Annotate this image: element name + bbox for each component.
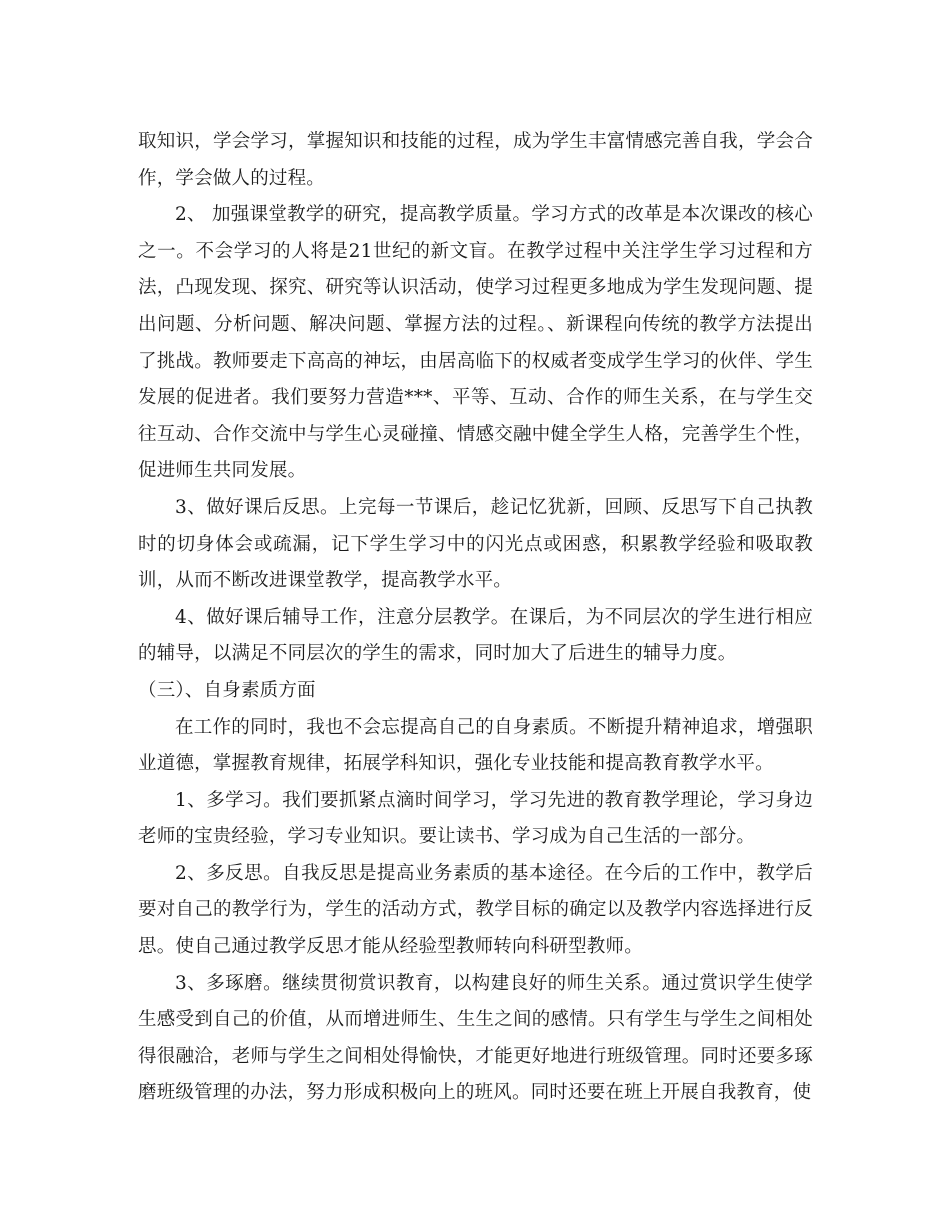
paragraph-item-1-study: 1、多学习。我们要抓紧点滴时间学习，学习先进的教育教学理论，学习身边老师的宝贵经验，学习专业知识。要让读书、学习成为自己生活的一部分。	[138, 789, 813, 848]
paragraph-continuation: 取知识，学会学习，掌握知识和技能的过程，成为学生丰富情感完善自我，学会合作，学会做人的过程。	[138, 131, 813, 189]
paragraph-item-3-ponder: 3、多琢磨。继续贯彻赏识教育，以构建良好的师生关系。通过赏识学生使学生感受到自己的价值，从而增进师生、生生之间的感情。只有学生与学生之间相处得很融洽，老师与学生之间相处得愉快，才能更好地进行班级管理。同时还要多琢磨班级管理的办法，努力形成积极向上的班风。同时还要在班上开展自我教育，使	[138, 972, 813, 1104]
paragraph-self-quality-intro: 在工作的同时，我也不会忘提高自己的自身素质。不断提升精神追求，增强职业道德，掌握教育规律，拓展学科知识，强化专业技能和提高教育教学水平。	[138, 716, 813, 775]
paragraph-item-4-tutoring: 4、做好课后辅导工作，注意分层教学。在课后，为不同层次的学生进行相应的辅导，以满足不同层次的学生的需求，同时加大了后进生的辅导力度。	[138, 606, 813, 665]
paragraph-item-2-reflect: 2、多反思。自我反思是提高业务素质的基本途径。在今后的工作中，教学后要对自己的教学行为，学生的活动方式，教学目标的确定以及教学内容选择进行反思。使自己通过教学反思才能从经验型教师转向科研型教师。	[138, 862, 813, 958]
document-body	[138, 124, 813, 1112]
paragraph-item-3-reflection: 3、做好课后反思。上完每一节课后，趁记忆犹新，回顾、反思写下自己执教时的切身体会或疏漏，记下学生学习中的闪光点或困惑，积累教学经验和吸取教训，从而不断改进课堂教学，提高教学水平。	[138, 496, 813, 592]
paragraph-item-2-classroom-teaching: 2、 加强课堂教学的研究，提高教学质量。学习方式的改革是本次课改的核心之一。不会学习的人将是21世纪的新文盲。在教学过程中关注学生学习过程和方法，凸现发现、探究、研究等认识活动，使学习过程更多地成为学生发现问题、提出问题、分析问题、解决问题、掌握方法的过程。、新课程向传统的教学方法提出了挑战。教师要走下高高的神坛，由居高临下的权威者变成学生学习的伙伴、学生发展的促进者。我们要努力营造***、平等、互动、合作的师生关系，在与学生交往互动、合作交流中与学生心灵碰撞、情感交融中健全学生人格，完善学生个性，促进师生共同发展。	[138, 204, 813, 482]
section-heading-self-quality: （三）、自身素质方面	[138, 679, 316, 701]
